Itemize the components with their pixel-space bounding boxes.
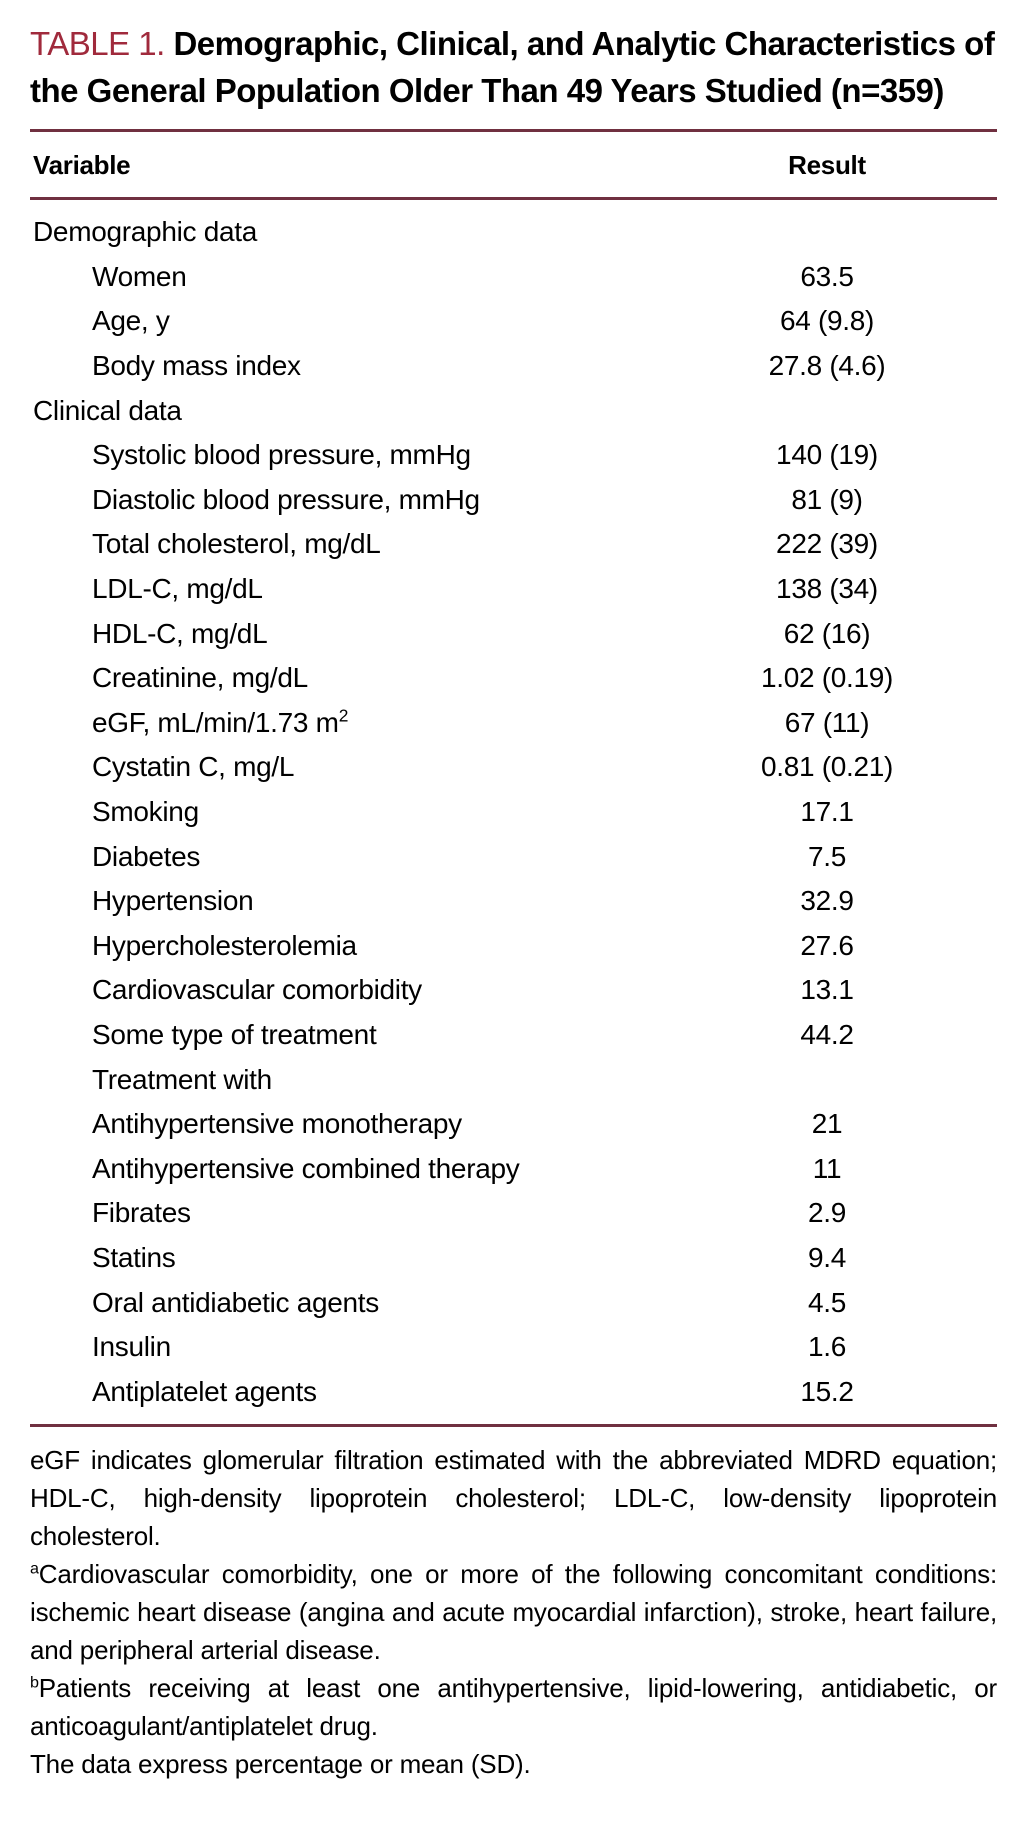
table-row: [30, 567, 997, 612]
row-label: Total cholesterol, mg/dL: [92, 528, 381, 560]
row-label: Treatment with: [92, 1063, 272, 1095]
footnotes: [30, 1441, 997, 1783]
table-row: [30, 1191, 997, 1236]
table-row: [30, 433, 997, 478]
row-label: Demographic data: [33, 216, 257, 248]
row-value: 17.1: [800, 796, 854, 828]
row-label: Body mass index: [92, 350, 301, 382]
table-row: [30, 1057, 997, 1102]
table-row: [30, 968, 997, 1013]
row-label-superscript: 2: [338, 705, 349, 726]
table-section-row: [30, 388, 997, 433]
row-value: 15.2: [800, 1375, 854, 1407]
table-row: [30, 790, 997, 835]
row-label: Systolic blood pressure, mmHg: [92, 439, 471, 471]
footnote-marker: a: [30, 1559, 39, 1578]
table-section-row: [30, 210, 997, 255]
footnote: eGF indicates glomerular filtration estimated with the abbreviated MDRD equation; HDL-C, high-density lipoprotein cholesterol; LDL-C, low-density lipoprotein cholesterol.: [30, 1445, 997, 1552]
table-row: [30, 1146, 997, 1191]
row-value: 32.9: [800, 885, 854, 917]
row-value: 63.5: [800, 260, 854, 292]
row-label: Cystatin C, mg/L: [92, 751, 295, 783]
table-header-row: [30, 132, 997, 197]
row-label: Statins: [92, 1241, 176, 1273]
table-row: [30, 656, 997, 701]
row-label: LDL-C, mg/dL: [92, 573, 263, 605]
table-row: [30, 522, 997, 567]
footnote: The data express percentage or mean (SD).: [30, 1749, 531, 1780]
table-row: [30, 255, 997, 300]
row-value: 140 (19): [776, 439, 878, 471]
row-value: 0.81 (0.21): [760, 751, 894, 783]
row-value: 13.1: [800, 974, 854, 1006]
table-row: [30, 1102, 997, 1147]
footnote-marker: b: [30, 1673, 39, 1692]
row-label: Clinical data: [33, 394, 182, 426]
column-header-result: Result: [788, 150, 866, 180]
table-title-text: Demographic, Clinical, and Analytic Characteristics of the General Population Older Than 49 Years Studied (n=359): [30, 25, 995, 109]
bottom-rule: [30, 1424, 997, 1427]
row-label: Diastolic blood pressure, mmHg: [92, 483, 480, 515]
row-label: Smoking: [92, 796, 199, 828]
row-value: 67 (11): [784, 706, 870, 738]
table-row: [30, 1369, 997, 1414]
row-value: 64 (9.8): [779, 305, 875, 337]
row-label: Oral antidiabetic agents: [92, 1286, 379, 1318]
row-value: 222 (39): [776, 528, 878, 560]
row-label: Women: [92, 260, 187, 292]
row-label: Hypercholesterolemia: [92, 929, 357, 961]
table-row: [30, 745, 997, 790]
table-row: [30, 344, 997, 389]
row-value: 44.2: [800, 1018, 854, 1050]
row-value: 9.4: [807, 1241, 847, 1273]
table-row: [30, 924, 997, 969]
table-row: [30, 1325, 997, 1370]
table-row: [30, 701, 997, 746]
table-number-label: TABLE 1.: [30, 25, 165, 62]
row-label: Age, y: [92, 305, 170, 337]
table-row: [30, 834, 997, 879]
row-label: Fibrates: [92, 1197, 191, 1229]
row-value: 27.8 (4.6): [768, 350, 886, 382]
table-body: [30, 200, 997, 1424]
row-label: eGF, mL/min/1.73 $m^2$: [92, 705, 349, 738]
row-label: Antiplatelet agents: [92, 1375, 317, 1407]
row-label: Insulin: [92, 1331, 171, 1363]
row-value: 4.5: [807, 1286, 847, 1318]
row-label: Antihypertensive combined therapy: [92, 1152, 520, 1184]
footnote: $^b$Patients receiving at least one antihypertensive, lipid-lowering, antidiabetic, or anticoagulant/antiplatelet drug.: [30, 1673, 997, 1742]
row-label: Cardiovascular comorbidity: [92, 974, 422, 1006]
row-label: HDL-C, mg/dL: [92, 617, 268, 649]
table-row: [30, 879, 997, 924]
row-label: Antihypertensive monotherapy: [92, 1108, 462, 1140]
row-value: 2.9: [807, 1197, 847, 1229]
table-row: [30, 478, 997, 523]
footnote: $^a$Cardiovascular comorbidity, one or more of the following concomitant conditions: ischemic heart disease (angina and acute myocardial infarction), stroke, heart failure, and peripheral arterial disease.: [30, 1559, 997, 1666]
row-label: Diabetes: [92, 840, 201, 872]
row-value: 81 (9): [791, 483, 863, 515]
row-label: Creatinine, mg/dL: [92, 662, 308, 694]
row-value: 138 (34): [776, 573, 878, 605]
row-value: 1.02 (0.19): [760, 662, 894, 694]
row-value: 11: [812, 1152, 842, 1184]
row-value: 21: [811, 1108, 843, 1140]
table-title: [30, 20, 997, 114]
table-row: [30, 1013, 997, 1058]
column-header-variable: Variable: [33, 150, 131, 180]
table-row: [30, 299, 997, 344]
row-value: 1.6: [807, 1331, 847, 1363]
table-row: [30, 611, 997, 656]
row-value: 27.6: [800, 929, 854, 961]
row-label: Some type of treatment: [92, 1018, 377, 1050]
table-row: [30, 1236, 997, 1281]
row-label: Hypertension: [92, 885, 254, 917]
row-value: 62 (16): [783, 617, 871, 649]
row-value: 7.5: [807, 840, 847, 872]
table-row: [30, 1280, 997, 1325]
